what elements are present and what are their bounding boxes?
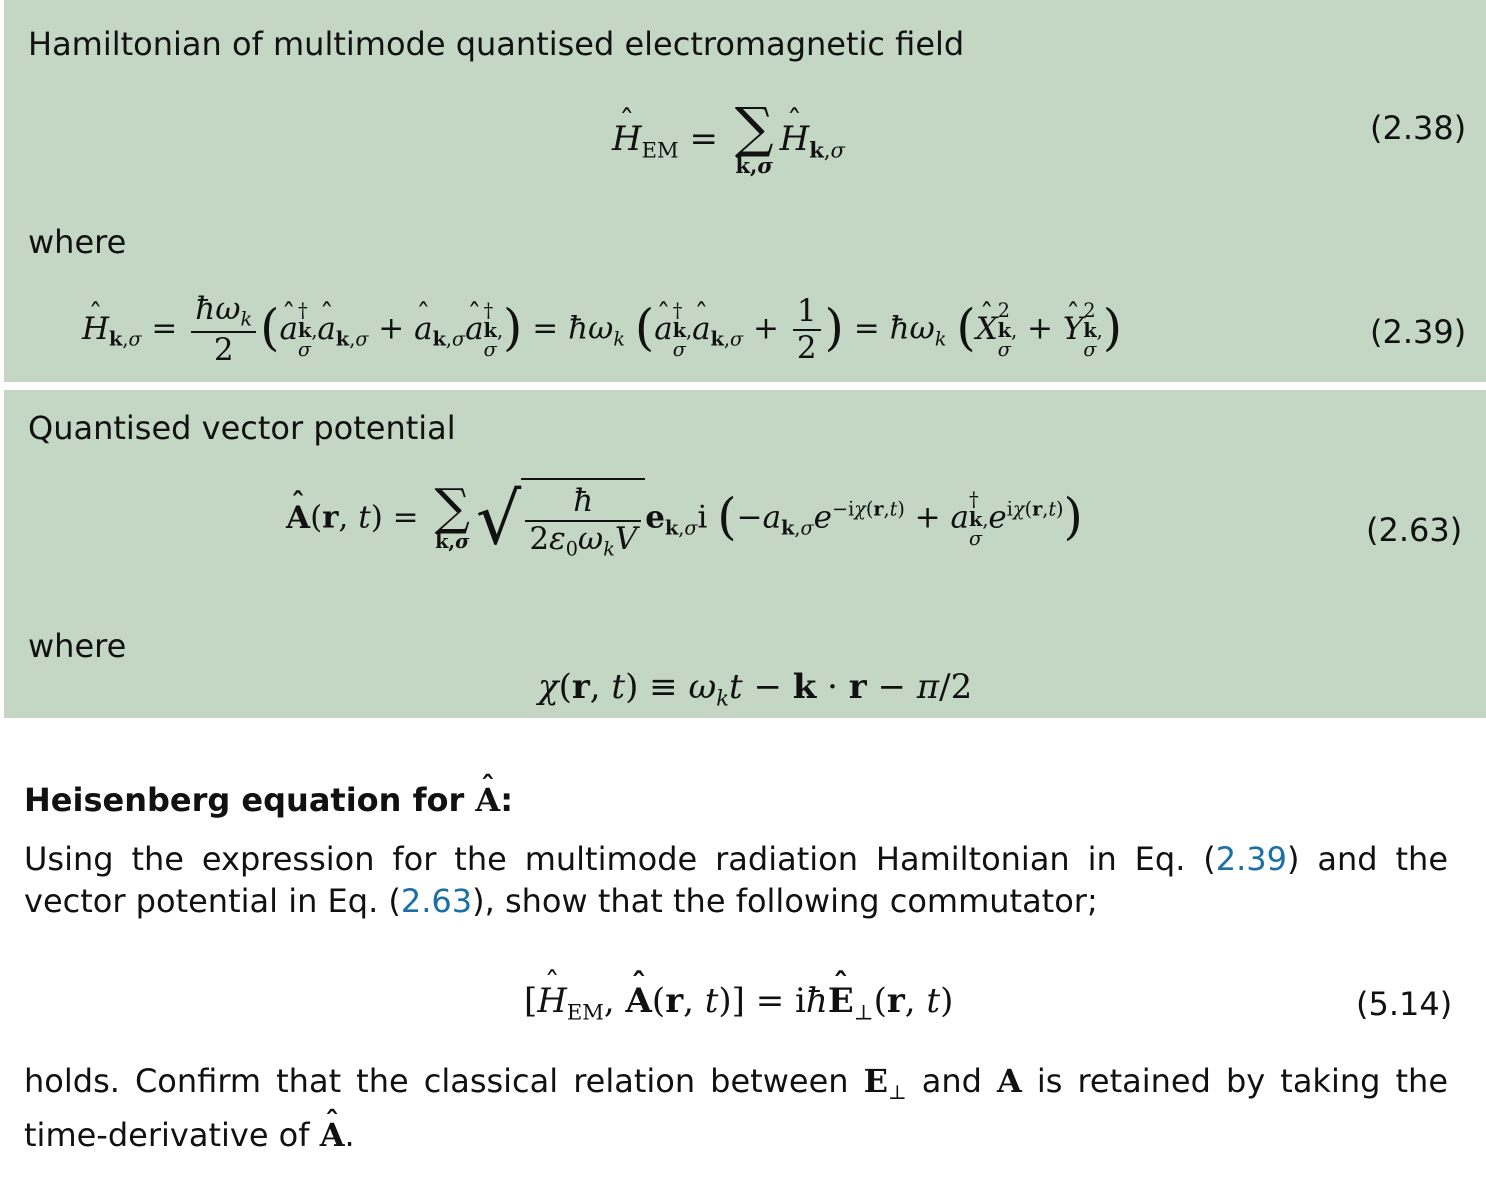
paragraph-2: holds. Confirm that the classical relation between $E_\perp$ and A is retained by taking the time-derivative of ˆ A. bbox=[24, 1060, 1448, 1156]
a-symbol: A bbox=[996, 1062, 1022, 1100]
equation-number-2-39: (2.39) bbox=[1370, 313, 1467, 351]
a-hat-symbol: ˆ A bbox=[475, 780, 500, 820]
a-hat-symbol-2: ˆ A bbox=[320, 1114, 345, 1156]
vector-potential-heading: Quantised vector potential bbox=[28, 409, 456, 447]
equation-2-39: ˆ $H_{k,\sigma}$ = $\frac{ħ\omega_k}{2}$ (ˆ a † k, σ ˆ $a_{k,\sigma}$ + ˆ $a_{k,\sigma}ˆ$ a † k, σ ) = $ħ\omega_k$ (ˆ a † k, σ ˆ $a_{k,\sigma}$ + $\frac{1}{2}$ ) = $ħ\omega_k$ (ˆ X 2 k, σ + ˆ Y 2 k, σ ) bbox=[82, 292, 1122, 368]
ref-link-2-39[interactable]: 2.39 bbox=[1215, 840, 1288, 878]
ref-link-2-63[interactable]: 2.63 bbox=[400, 882, 473, 920]
equation-number-2-63: (2.63) bbox=[1366, 511, 1463, 549]
equation-2-38: ˆ $H_{EM}$ = ∑ k,σ ˆ $H_{k,\sigma}$ bbox=[612, 104, 845, 178]
paragraph-1: Using the expression for the multimode radiation Hamiltonian in Eq. (2.39) and the vector potential in Eq. (2.63), show that the following commutator; bbox=[24, 840, 1449, 920]
where-label-2: where bbox=[28, 627, 127, 665]
equation-2-63: ˆ A(r, t) = ∑ k,σ √ $\frac{ħ}{2\varepsilon_0\omega_kV}$ $e_{k,\sigma}i$ ($-a_{k,\sigma}e^{-i\chi(r,t)} + a$ † k, σ $e^{i\chi(r,t)}$) bbox=[286, 478, 1083, 560]
hamiltonian-heading: Hamiltonian of multimode quantised electromagnetic field bbox=[28, 25, 965, 63]
equation-number-2-38: (2.38) bbox=[1370, 109, 1467, 147]
where-label-1: where bbox=[28, 223, 127, 261]
e-perp-symbol: $E_\perp$ bbox=[863, 1062, 907, 1104]
section-heading: Heisenberg equation for ˆ A: bbox=[24, 780, 513, 820]
equation-chi: χ(r, $t) \equiv \omega_kt - k \cdot r - \pi/2$ bbox=[538, 667, 973, 711]
equation-number-5-14: (5.14) bbox=[1356, 985, 1453, 1023]
equation-5-14: [ˆ $H_{EM}$, ˆ A(r, t)] = iħˆ $E_\perp(r$, t) bbox=[524, 984, 953, 1022]
